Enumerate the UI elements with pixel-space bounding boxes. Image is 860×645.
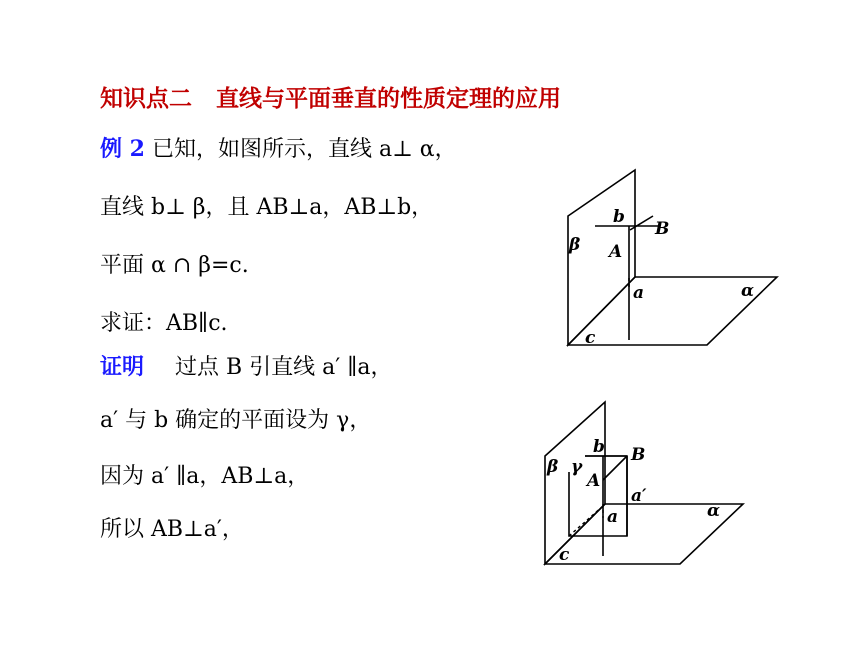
- fig1-label-beta: β: [569, 235, 581, 255]
- segment-ab: [603, 456, 627, 480]
- fig1-label-A: A: [609, 242, 623, 262]
- fig2-label-a-prime: a′: [631, 486, 647, 506]
- plane-beta: [568, 170, 635, 345]
- proof-line-4: 所以 AB⊥a′，: [100, 517, 244, 542]
- fig2-label-b: b: [593, 437, 605, 457]
- example-line-1: [100, 134, 457, 165]
- fig2-label-B: B: [631, 445, 646, 465]
- example-line-4: 求证：AB∥c.: [100, 311, 228, 336]
- example-label: 例 2: [100, 136, 145, 162]
- proof-label: 证明: [100, 354, 145, 380]
- example-line-2: 直线 b⊥ β，且 AB⊥a，AB⊥b，: [100, 195, 434, 220]
- example-text-1: 已知，如图所示，直线 a⊥ α，: [151, 137, 457, 162]
- fig2-label-c: c: [559, 545, 570, 565]
- dashed-gamma-edge: [569, 506, 603, 536]
- fig1-label-a: a: [633, 283, 645, 303]
- page-title: [100, 84, 561, 114]
- fig2-label-alpha: α: [707, 501, 721, 521]
- heading-part1: 知识点二: [100, 85, 192, 112]
- fig2-label-gamma: γ: [571, 457, 583, 477]
- fig2-label-a: a: [607, 507, 619, 527]
- proof-line-1: [100, 352, 393, 383]
- heading-part2: 直线与平面垂直的性质定理的应用: [216, 85, 561, 112]
- fig1-label-alpha: α: [741, 281, 755, 301]
- fig2-label-beta: β: [547, 457, 559, 477]
- fig2-label-A: A: [587, 471, 601, 491]
- fig1-label-B: B: [655, 219, 670, 239]
- fig1-label-c: c: [585, 328, 596, 348]
- proof-text-1: 过点 B 引直线 a′ ∥a，: [175, 355, 393, 380]
- figure-1-diagram: [555, 160, 790, 355]
- figure-2-diagram: [535, 398, 755, 573]
- proof-line-3: 因为 a′ ∥a，AB⊥a，: [100, 464, 310, 489]
- proof-line-2: a′ 与 b 确定的平面设为 γ，: [100, 408, 372, 433]
- fig1-label-b: b: [613, 207, 625, 227]
- segment-ab: [630, 216, 653, 230]
- example-line-3: 平面 α ∩ β=c.: [100, 253, 249, 278]
